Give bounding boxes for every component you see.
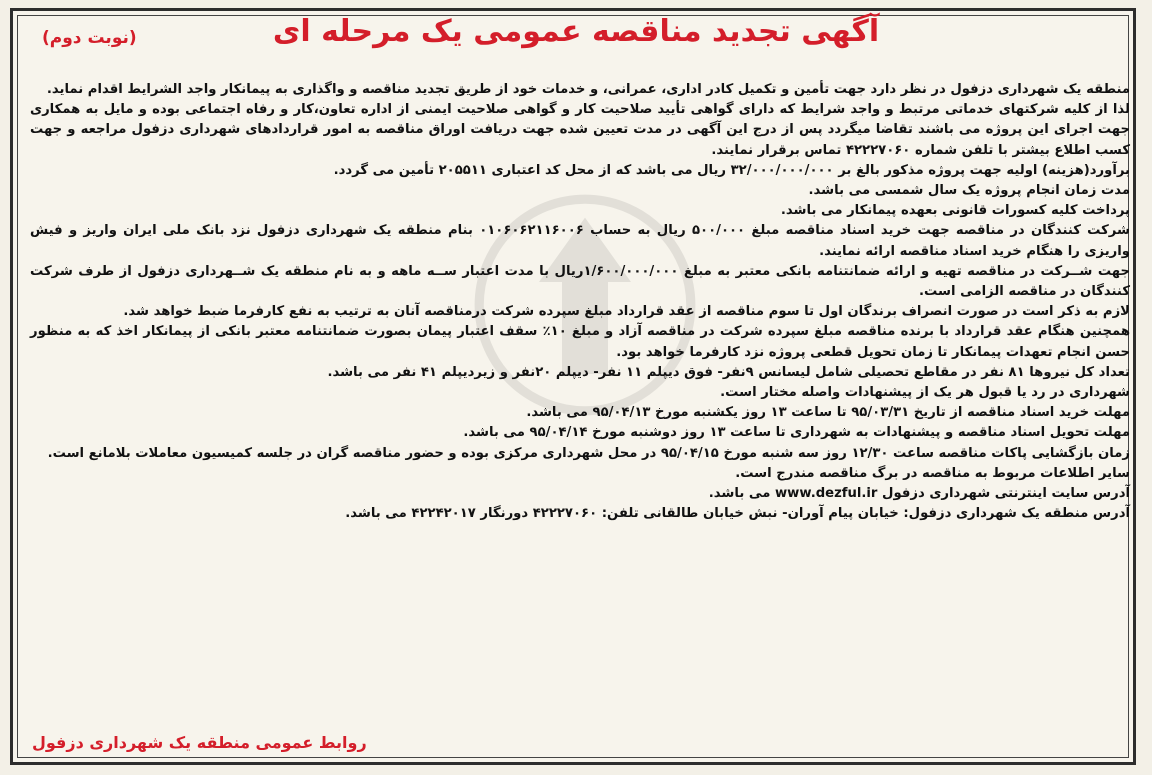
paragraph: سایر اطلاعات مربوط به مناقصه در برگ مناقصه مندرج است.	[735, 465, 1130, 481]
paragraph: برآورد(هزینه) اولیه جهت پروژه مذکور بالغ بر ۳۲/۰۰۰/۰۰۰/۰۰۰ ریال می باشد که از محل کد اعتباری ۲۰۵۵۱۱ تأمین می گردد.	[333, 162, 1130, 178]
paragraph: مدت زمان انجام پروژه یک سال شمسی می باشد.	[808, 183, 1130, 199]
paragraph: لذا از کلیه شرکتهای خدماتی مرتبط و واجد شرایط که دارای گواهی تأیید صلاحیت کار و گواهی صلاحیت ایمنی از اداره تعاون،کار و رفاه اجتماعی بوده و مایل به همکاری جهت اجرای این پروژه می باشند تقاضا میگردد پس از درج این آگهی در مدت تعیین شده جهت دریافت اوراق مناقصه به امور قراردادهای شهرداری دزفول مراجعه و جهت کسب اطلاع بیشتر با تلفن شماره ۴۲۲۲۷۰۶۰ تماس برقرار نمایند.	[30, 102, 1130, 158]
notice-round-badge: (نوبت دوم)	[42, 28, 137, 48]
paragraph: پرداخت کلیه کسورات قانونی بعهده پیمانکار می باشد.	[780, 203, 1130, 219]
public-relations-signature: روابط عمومی منطقه یک شهرداری دزفول	[32, 733, 367, 752]
paragraph: شهرداری در رد یا قبول هر یک از پیشنهادات واصله مختار است.	[720, 385, 1130, 401]
paragraph: لازم به ذکر است در صورت انصراف برندگان اول تا سوم مناقصه از عقد قرارداد مبلغ سپرده شرکت درمناقصه آنان به ترتیب به نفع کارفرما ضبط خواهد شد.	[123, 304, 1130, 320]
paragraph: منطقه یک شهرداری دزفول در نظر دارد جهت تأمین و تکمیل کادر اداری، عمرانی، و خدمات خود از طریق تجدید مناقصه و واگذاری به پیمانکار واجد الشرایط اقدام نماید.	[46, 82, 1130, 97]
paragraph: آدرس منطقه یک شهرداری دزفول: خیابان پیام آوران- نبش خیابان طالقانی تلفن: ۴۲۲۲۷۰۶۰ دورنگار ۴۲۲۴۲۰۱۷ می باشد.	[345, 506, 1130, 522]
paragraph: مهلت خرید اسناد مناقصه از تاریخ ۹۵/۰۳/۳۱ تا ساعت ۱۳ روز یکشنبه مورخ ۹۵/۰۴/۱۳ می باشد.	[526, 405, 1130, 421]
page-title: آگهی تجدید مناقصه عمومی یک مرحله ای	[272, 14, 880, 49]
paragraph: زمان بازگشایی پاکات مناقصه ساعت ۱۲/۳۰ روز سه شنبه مورخ ۹۵/۰۴/۱۵ در محل شهرداری مرکزی بوده و حضور مناقصه گران در جلسه کمیسیون معاملات بلامانع است.	[47, 445, 1130, 461]
paragraph: تعداد کل نیروها ۸۱ نفر در مقاطع تحصیلی شامل لیسانس ۹نفر- فوق دیپلم ۱۱ نفر- دیپلم ۲۰نفر و زیردیپلم ۴۱ نفر می باشد.	[327, 364, 1130, 380]
paragraph: مهلت تحویل اسناد مناقصه و پیشنهادات به شهرداری تا ساعت ۱۳ روز دوشنبه مورخ ۹۵/۰۴/۱۴ می باشد.	[463, 425, 1130, 441]
paragraph: جهت شــرکت در مناقصه تهیه و ارائه ضمانتنامه بانکی معتبر به مبلغ ۱/۶۰۰/۰۰۰/۰۰۰ریال با مدت اعتبار ســه ماهه و به نام منطقه یک شــهرداری دزفول از طرف شرکت کنندگان در مناقصه الزامی است.	[30, 263, 1130, 300]
paragraph: همچنین هنگام عقد قرارداد با برنده مناقصه مبلغ سپرده شرکت در مناقصه آزاد و مبلغ ۱۰٪ سقف اعتبار پیمان بصورت ضمانتنامه معتبر بانکی از پیمانکار اخذ که به منظور حسن انجام تعهدات پیمانکار تا زمان تحویل قطعی پروژه نزد کارفرما خواهد بود.	[30, 324, 1130, 360]
paragraph: آدرس سایت اینترنتی شهرداری دزفول www.dezful.ir می باشد.	[708, 486, 1130, 502]
paragraph: شرکت کنندگان در مناقصه جهت خرید اسناد مناقصه مبلغ ۵۰۰/۰۰۰ ریال به حساب ۰۱۰۶۰۶۲۱۱۶۰۰۶ بنام منطقه یک شهرداری دزفول نزد بانک ملی ایران واریز و فیش واریزی را هنگام خرید اسناد مناقصه ارائه نمایند.	[30, 223, 1130, 259]
tender-body	[30, 80, 1130, 524]
